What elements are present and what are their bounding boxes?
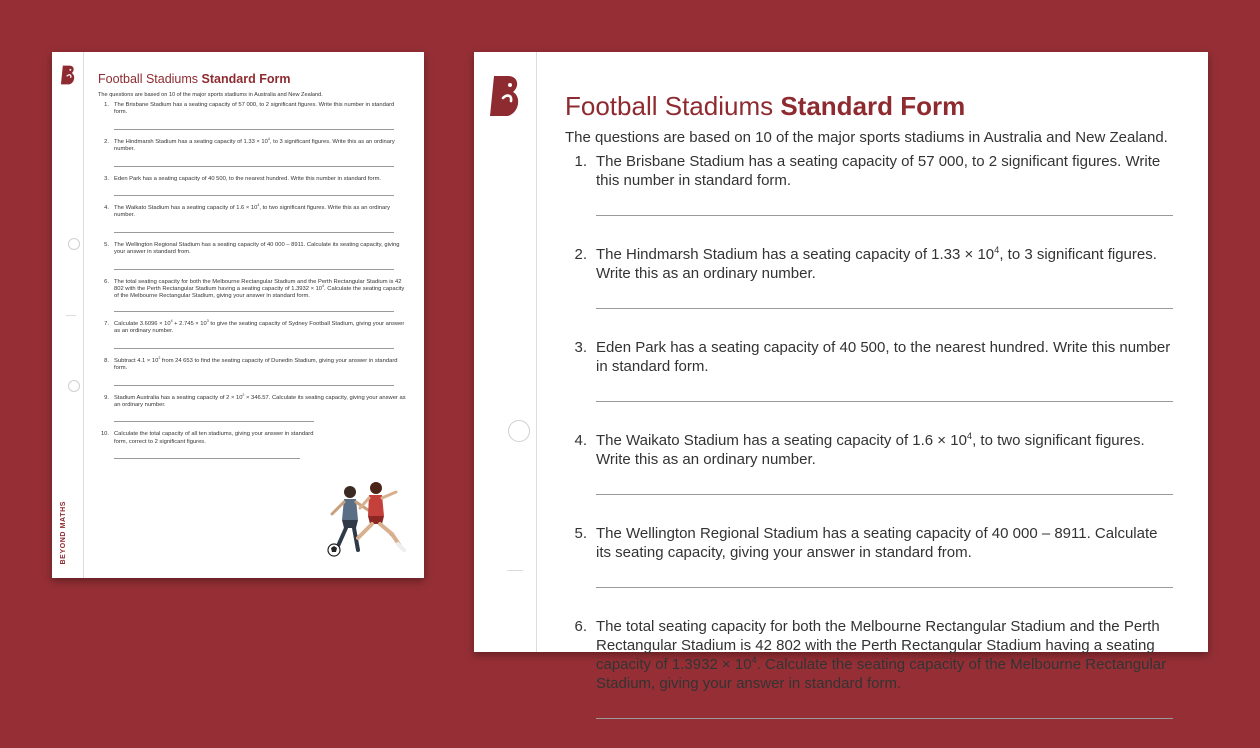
question-item: 5. The Wellington Regional Stadium has a seating capacity of 40 000 – 8911. Calculate its seating capacity, giving your answer in standard from. (98, 242, 408, 270)
intro-text: The questions are based on 10 of the major sports stadiums in Australia and New Zealand. (565, 129, 1168, 146)
page-title: Football Stadiums Standard Form (98, 72, 291, 86)
answer-line[interactable] (596, 215, 1173, 216)
question-item: 3. Eden Park has a seating capacity of 40 500, to the nearest hundred. Write this number in standard form. (565, 338, 1175, 402)
answer-line[interactable] (114, 269, 394, 270)
answer-line[interactable] (114, 129, 394, 130)
question-item: 10. Calculate the total capacity of all ten stadiums, giving your answer in standard form, correct to 2 significant figures. (98, 431, 324, 459)
answer-line[interactable] (114, 385, 394, 386)
football-players-illustration (324, 480, 412, 560)
question-list (565, 152, 1175, 719)
fold-mark (507, 570, 523, 571)
page-title: Football Stadiums Standard Form (565, 91, 966, 121)
answer-line[interactable] (114, 166, 394, 167)
punch-hole (68, 238, 80, 250)
worksheet-thumbnail[interactable] (52, 52, 424, 578)
question-item: 7. Calculate $3.6096 \times 10^4 + 2.745 \times 10^3$ to give the seating capacity of Sydney Football Stadium, giving your answer as an ordinary number. (98, 321, 408, 349)
answer-line[interactable] (114, 348, 394, 349)
brand-vertical-text: BEYOND MATHS (60, 500, 67, 564)
margin-line (83, 52, 84, 578)
punch-hole (508, 420, 530, 442)
answer-line[interactable] (114, 311, 394, 312)
question-item: 3. Eden Park has a seating capacity of 40 500, to the nearest hundred. Write this number in standard form. (98, 176, 408, 196)
question-item: 1. The Brisbane Stadium has a seating capacity of 57 000, to 2 significant figures. Write this number in standard form. (98, 102, 408, 130)
question-item: 4. The Waikato Stadium has a seating capacity of $1.6 \times 10^4$, to two significant figures. Write this as an ordinary number. (565, 431, 1175, 495)
answer-line[interactable] (114, 421, 314, 422)
answer-line[interactable] (596, 494, 1173, 495)
question-list (98, 102, 408, 459)
punch-hole (68, 380, 80, 392)
answer-line[interactable] (114, 195, 394, 196)
answer-line[interactable] (596, 718, 1173, 719)
answer-line[interactable] (596, 308, 1173, 309)
question-item: 4. The Waikato Stadium has a seating capacity of $1.6 \times 10^4$, to two significant figures. Write this as an ordinary number. (98, 205, 408, 233)
question-item: 6. The total seating capacity for both the Melbourne Rectangular Stadium and the Perth Rectangular Stadium is 42 802 with the Perth Rectangular Stadium having a seating capacity of $1.3932 \times 10^4$. Calculate the seating capacity of the Melbourne Rectangular Stadium, giving your answer in standard form. (98, 279, 408, 312)
intro-text: The questions are based on 10 of the major sports stadiums in Australia and New Zealand. (98, 92, 323, 98)
fold-mark (66, 315, 76, 316)
question-item: 1. The Brisbane Stadium has a seating capacity of 57 000, to 2 significant figures. Write this number in standard form. (565, 152, 1175, 216)
question-item: 2. The Hindmarsh Stadium has a seating capacity of $1.33 \times 10^4$, to 3 significant figures. Write this as an ordinary number. (565, 245, 1175, 309)
margin-line (536, 52, 537, 652)
answer-line[interactable] (114, 458, 300, 459)
question-item: 9. Stadium Australia has a seating capacity of $2 \times 10^2 \times 346.57$. Calculate its seating capacity, giving your answer as an ordinary number. (98, 395, 408, 423)
question-item: 8. Subtract $4.1 \times 10^2$ from 24 653 to find the seating capacity of Dunedin Stadium, giving your answer in standard form. (98, 358, 408, 386)
worksheet-content (565, 90, 1175, 748)
question-item: 2. The Hindmarsh Stadium has a seating capacity of $1.33 \times 10^4$, to 3 significant figures. Write this as an ordinary number. (98, 139, 408, 167)
answer-line[interactable] (114, 232, 394, 233)
worksheet-enlarged[interactable] (474, 52, 1208, 692)
beyond-b-logo-icon (488, 74, 522, 118)
beyond-b-logo-icon (60, 64, 76, 86)
question-item: 5. The Wellington Regional Stadium has a seating capacity of 40 000 – 8911. Calculate its seating capacity, giving your answer in standard from. (565, 524, 1175, 588)
question-item: 6. The total seating capacity for both the Melbourne Rectangular Stadium and the Perth Rectangular Stadium is 42 802 with the Perth Rectangular Stadium having a seating capacity of $1.3932 \times 10^4$. Calculate the seating capacity of the Melbourne Rectangular Stadium, giving your answer in standard form. (565, 617, 1175, 719)
worksheet-content (98, 72, 408, 468)
answer-line[interactable] (596, 401, 1173, 402)
answer-line[interactable] (596, 587, 1173, 588)
